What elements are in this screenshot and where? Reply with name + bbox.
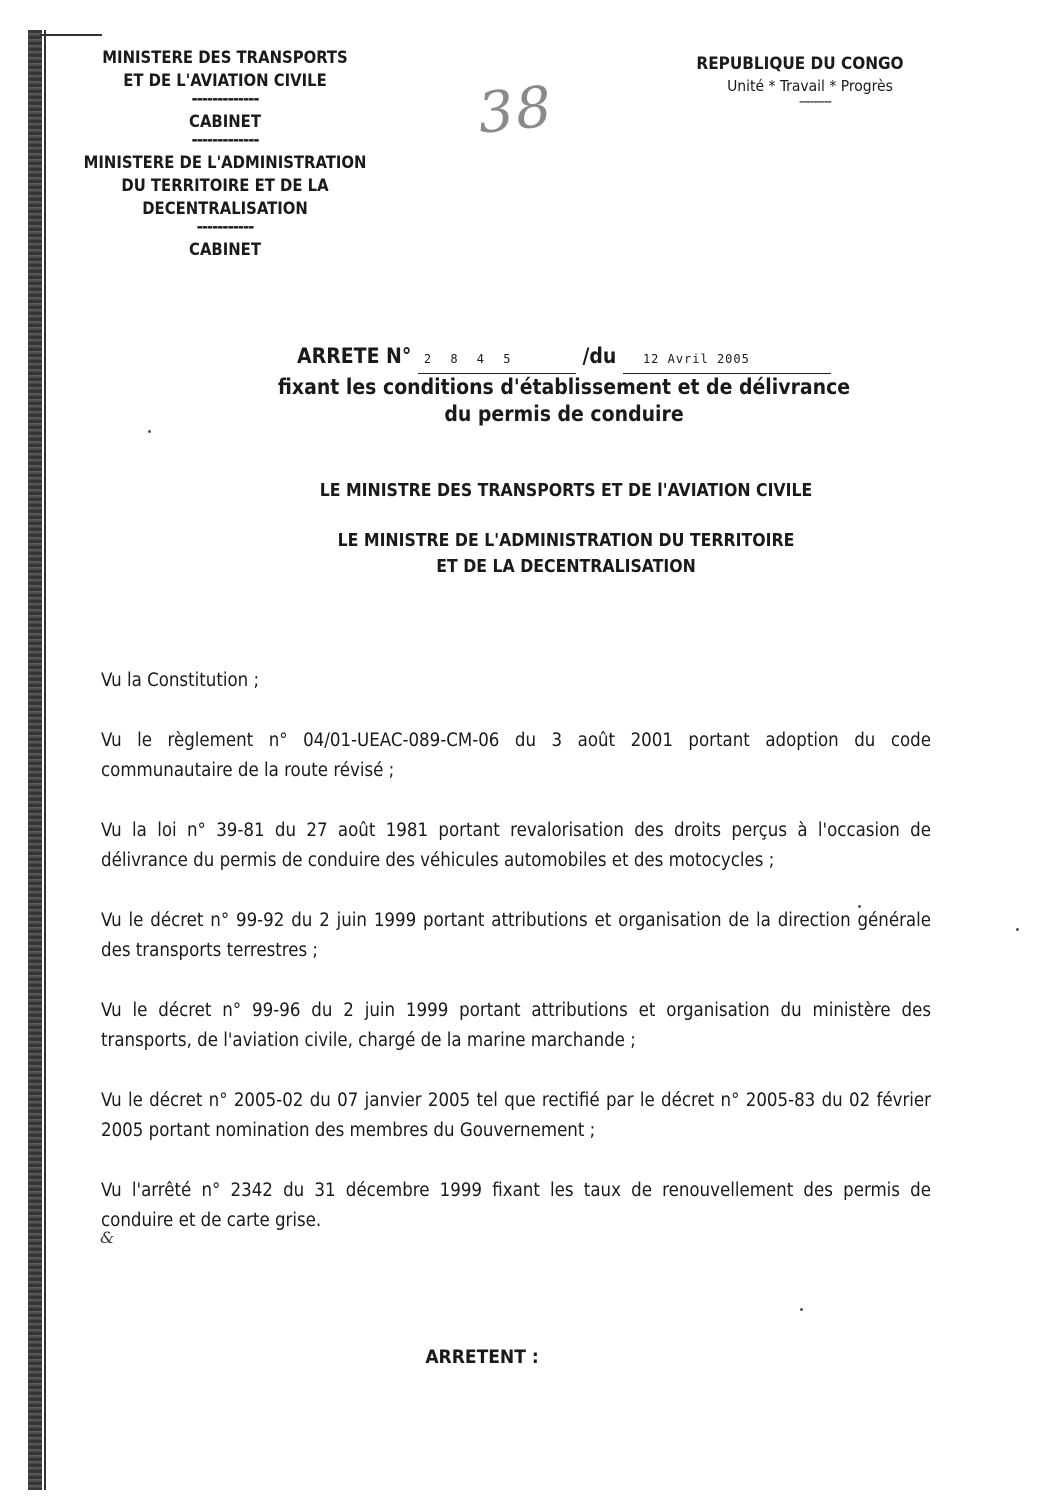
handwritten-page-number: 38 <box>474 74 557 147</box>
republic-name: REPUBLIQUE DU CONGO <box>696 54 904 74</box>
scan-edge-tick <box>40 34 102 36</box>
separator: ------------- <box>191 130 259 149</box>
separator: ----------- <box>196 217 254 236</box>
ministry-1-line-2: ET DE L'AVIATION CIVILE <box>123 71 327 90</box>
separator: --------- <box>799 94 831 110</box>
visa-item: Vu l'arrêté n° 2342 du 31 décembre 1999 fixant les taux de renouvellement des permis de conduire et de carte grise. <box>101 1180 931 1231</box>
scan-speck <box>148 430 151 433</box>
separator: ------------- <box>191 89 259 108</box>
minister-administration-line-2: ET DE LA DECENTRALISATION <box>436 557 696 577</box>
cabinet-label: CABINET <box>189 112 261 131</box>
decree-number-line <box>34 342 1060 374</box>
visas-list <box>101 666 931 1236</box>
visa-item: Vu le règlement n° 04/01-UEAC-089-CM-06 du 3 août 2001 portant adoption du code communautaire de la route révisé ; <box>101 730 931 781</box>
decree-prefix: ARRETE N° <box>297 344 412 368</box>
scan-speck <box>1016 928 1019 931</box>
republic-motto: Unité * Travail * Progrès <box>727 77 893 95</box>
ministry-2-line-1: MINISTERE DE L'ADMINISTRATION <box>83 153 367 172</box>
ministry-1-line-1: MINISTERE DES TRANSPORTS <box>102 48 348 67</box>
minister-transports: LE MINISTRE DES TRANSPORTS ET DE l'AVIATION CIVILE <box>319 481 813 501</box>
visa-item: Vu la loi n° 39-81 du 27 août 1981 portant revalorisation des droits perçus à l'occasion de délivrance du permis de conduire des véhicules automobiles et des motocycles ; <box>101 820 931 871</box>
cabinet-label: CABINET <box>189 240 261 259</box>
decree-title <box>0 342 1060 428</box>
paraph-mark: & <box>100 1228 115 1247</box>
decree-number: 2 8 4 5 <box>418 345 576 374</box>
arretent-heading <box>0 1346 1060 1368</box>
arretent-label: ARRETENT : <box>425 1346 539 1368</box>
ministry-2-line-2: DU TERRITOIRE ET DE LA <box>121 176 329 195</box>
minister-administration-line-1: LE MINISTRE DE L'ADMINISTRATION DU TERRITOIRE <box>337 531 795 551</box>
ministry-2-line-3: DECENTRALISATION <box>142 199 308 218</box>
scan-speck <box>858 905 861 908</box>
decree-subtitle-line-2: du permis de conduire <box>444 402 684 426</box>
scan-speck <box>800 1308 803 1311</box>
visa-item: Vu le décret n° 99-96 du 2 juin 1999 portant attributions et organisation du ministère des transports, de l'aviation civile, chargé de la marine marchande ; <box>101 1000 931 1051</box>
visa-item: Vu le décret n° 2005-02 du 07 janvier 2005 tel que rectifié par le décret n° 2005-83 du 02 février 2005 portant nomination des membres du Gouvernement ; <box>101 1090 931 1141</box>
issuing-ministries-header <box>40 46 410 261</box>
decree-date: 12 Avril 2005 <box>623 345 831 374</box>
visa-item: Vu la Constitution ; <box>101 670 260 691</box>
decree-subtitle-line-1: fixant les conditions d'établissement et de délivrance <box>277 375 851 399</box>
ministers-block <box>0 478 1060 580</box>
date-prefix: /du <box>582 344 617 368</box>
republic-header <box>660 52 940 108</box>
visa-item: Vu le décret n° 99-92 du 2 juin 1999 portant attributions et organisation de la direction générale des transports terrestres ; <box>101 910 931 961</box>
